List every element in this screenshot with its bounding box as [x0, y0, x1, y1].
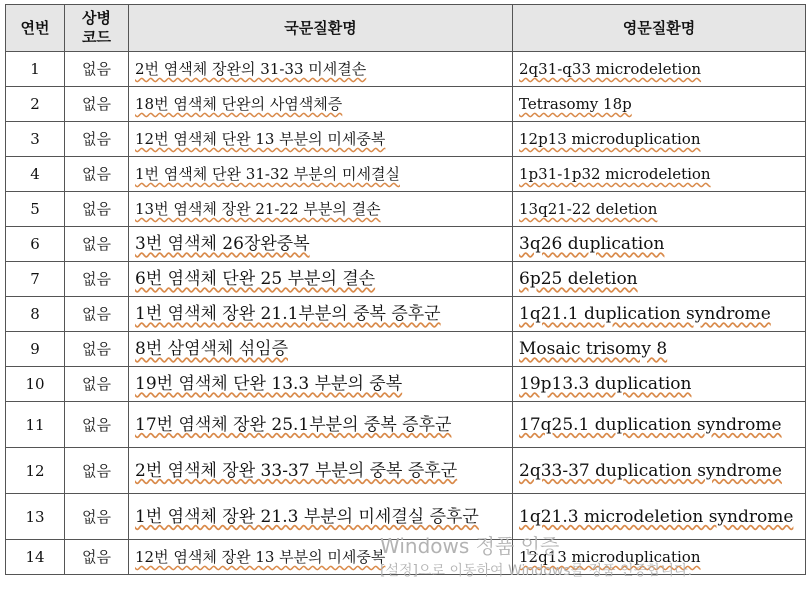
row-number: 1	[6, 52, 65, 87]
english-disease-name-text: 1q21.3 microdeletion syndrome	[519, 506, 794, 527]
korean-disease-name	[129, 402, 513, 448]
row-number: 6	[6, 227, 65, 262]
korean-disease-name-text: 8번 삼염색체 섞임증	[135, 339, 288, 359]
korean-disease-name-text: 17번 염색체 장완 25.1부분의 중복 증후군	[135, 414, 452, 435]
korean-disease-name-text: 1번 염색체 장완 21.3 부분의 미세결실 증후군	[135, 506, 479, 527]
disease-table	[5, 4, 806, 575]
header-english-name: 영문질환명	[513, 5, 806, 52]
row-number: 4	[6, 157, 65, 192]
table-row	[6, 122, 806, 157]
korean-disease-name-text: 2번 염색체 장완의 31-33 미세결손	[135, 60, 367, 78]
row-number: 2	[6, 87, 65, 122]
korean-disease-name	[129, 192, 513, 227]
row-number: 8	[6, 297, 65, 332]
header-korean-name: 국문질환명	[129, 5, 513, 52]
disease-code: 없음	[65, 157, 129, 192]
english-disease-name-text: 12p13 microduplication	[519, 130, 701, 148]
english-disease-name-text: 1q21.1 duplication syndrome	[519, 304, 771, 324]
english-disease-name-text: 1p31-1p32 microdeletion	[519, 165, 711, 183]
english-disease-name-text: Tetrasomy 18p	[519, 95, 632, 113]
row-number: 3	[6, 122, 65, 157]
english-disease-name-text: 2q31-q33 microdeletion	[519, 60, 702, 78]
korean-disease-name-text: 19번 염색체 단완 13.3 부분의 중복	[135, 374, 403, 394]
english-disease-name-text: 2q33-37 duplication syndrome	[519, 460, 782, 481]
korean-disease-name-text: 6번 염색체 단완 25 부분의 결손	[135, 269, 376, 289]
watermark-title: Windows 정품 인증	[380, 534, 560, 558]
english-disease-name-text: 13q21-22 deletion	[519, 200, 658, 218]
table-row	[6, 367, 806, 402]
korean-disease-name	[129, 122, 513, 157]
korean-disease-name-text: 1번 염색체 장완 21.1부분의 중복 증후군	[135, 304, 441, 324]
table-row	[6, 262, 806, 297]
korean-disease-name	[129, 87, 513, 122]
korean-disease-name	[129, 157, 513, 192]
table-row	[6, 157, 806, 192]
disease-code: 없음	[65, 367, 129, 402]
header-code-line2: 코드	[82, 28, 111, 46]
korean-disease-name	[129, 367, 513, 402]
english-disease-name	[513, 402, 806, 448]
row-number: 13	[6, 494, 65, 540]
korean-disease-name-text: 12번 염색체 장완 13 부분의 미세중복	[135, 548, 386, 566]
table-row	[6, 52, 806, 87]
disease-code: 없음	[65, 332, 129, 367]
table-row	[6, 192, 806, 227]
table-row	[6, 87, 806, 122]
disease-code: 없음	[65, 192, 129, 227]
table-row	[6, 402, 806, 448]
disease-code: 없음	[65, 227, 129, 262]
disease-code: 없음	[65, 87, 129, 122]
english-disease-name	[513, 122, 806, 157]
table-row	[6, 332, 806, 367]
disease-code: 없음	[65, 494, 129, 540]
korean-disease-name-text: 12번 염색체 단완 13 부분의 미세중복	[135, 130, 386, 148]
english-disease-name-text: 12q13 microduplication	[519, 548, 701, 566]
korean-disease-name-text: 1번 염색체 단완 31-32 부분의 미세결실	[135, 165, 400, 183]
disease-code: 없음	[65, 540, 129, 575]
table-row	[6, 297, 806, 332]
row-number: 7	[6, 262, 65, 297]
english-disease-name-text: 6p25 deletion	[519, 269, 638, 289]
header-no: 연번	[6, 5, 65, 52]
header-code-line1: 상병	[82, 9, 111, 27]
english-disease-name	[513, 448, 806, 494]
korean-disease-name-text: 18번 염색체 단완의 사염색체증	[135, 95, 343, 113]
english-disease-name	[513, 192, 806, 227]
english-disease-name-text: 19p13.3 duplication	[519, 374, 692, 394]
english-disease-name	[513, 494, 806, 540]
english-disease-name	[513, 52, 806, 87]
english-disease-name	[513, 367, 806, 402]
korean-disease-name-text: 3번 염색체 26장완중복	[135, 234, 310, 254]
row-number: 12	[6, 448, 65, 494]
korean-disease-name-text: 2번 염색체 장완 33-37 부분의 중복 증후군	[135, 460, 458, 481]
korean-disease-name	[129, 540, 513, 575]
disease-code: 없음	[65, 122, 129, 157]
korean-disease-name	[129, 227, 513, 262]
header-row	[6, 5, 806, 52]
english-disease-name	[513, 157, 806, 192]
header-code	[65, 5, 129, 52]
english-disease-name	[513, 332, 806, 367]
watermark-subtitle: [설정]으로 이동하여 Windows를 정품 인증합니다.	[380, 563, 693, 579]
english-disease-name	[513, 297, 806, 332]
english-disease-name-text: Mosaic trisomy 8	[519, 339, 668, 359]
korean-disease-name	[129, 262, 513, 297]
row-number: 11	[6, 402, 65, 448]
korean-disease-name	[129, 494, 513, 540]
english-disease-name	[513, 227, 806, 262]
english-disease-name	[513, 87, 806, 122]
english-disease-name-text: 3q26 duplication	[519, 234, 665, 254]
disease-code: 없음	[65, 52, 129, 87]
english-disease-name-text: 17q25.1 duplication syndrome	[519, 414, 782, 435]
korean-disease-name-text: 13번 염색체 장완 21-22 부분의 결손	[135, 200, 381, 218]
english-disease-name	[513, 540, 806, 575]
english-disease-name	[513, 262, 806, 297]
disease-code: 없음	[65, 297, 129, 332]
row-number: 14	[6, 540, 65, 575]
disease-code: 없음	[65, 402, 129, 448]
disease-code: 없음	[65, 262, 129, 297]
row-number: 9	[6, 332, 65, 367]
row-number: 10	[6, 367, 65, 402]
korean-disease-name	[129, 448, 513, 494]
disease-code: 없음	[65, 448, 129, 494]
korean-disease-name	[129, 297, 513, 332]
table-row	[6, 494, 806, 540]
table-row	[6, 448, 806, 494]
row-number: 5	[6, 192, 65, 227]
korean-disease-name	[129, 52, 513, 87]
table-row	[6, 540, 806, 575]
table-row	[6, 227, 806, 262]
korean-disease-name	[129, 332, 513, 367]
